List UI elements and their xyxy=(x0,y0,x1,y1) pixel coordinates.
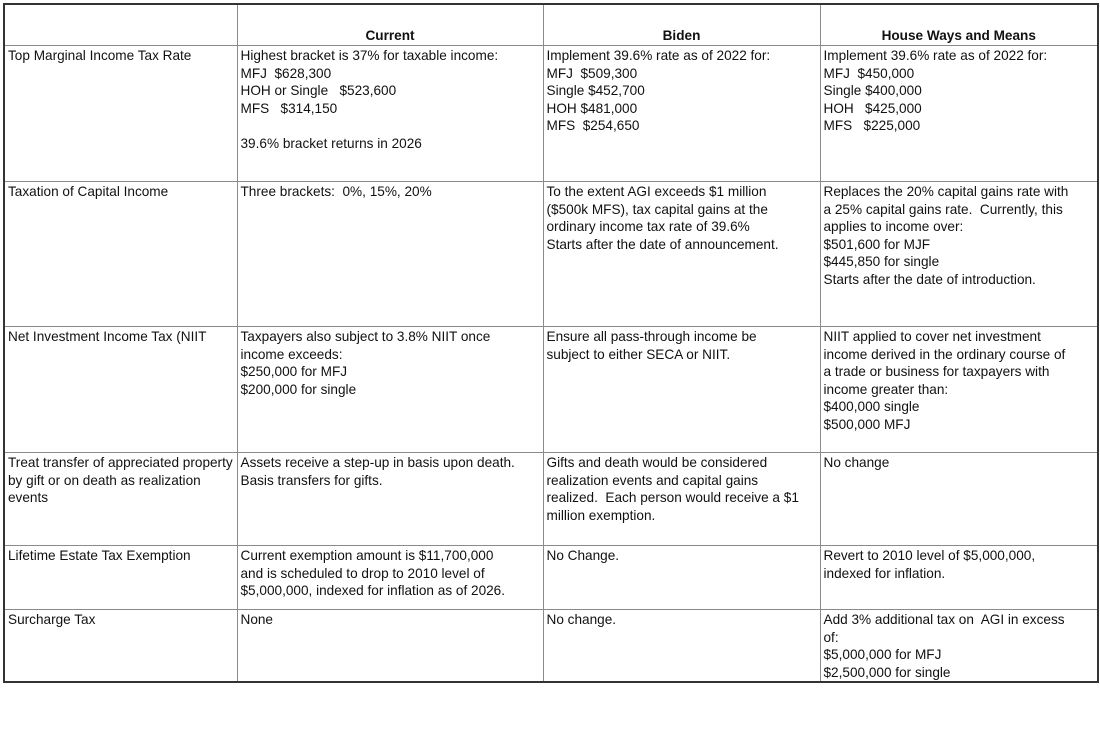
cell-biden xyxy=(543,453,820,546)
cell-line: applies to income over: xyxy=(823,219,964,234)
cell-line: million exemption. xyxy=(546,507,656,523)
cell-line: Implement 39.6% rate as of 2022 for: xyxy=(823,48,1048,63)
cell-line: realization events and capital gains xyxy=(546,472,759,488)
cell-line: subject to either SECA or NIIT. xyxy=(546,346,731,362)
cell-current xyxy=(237,182,543,327)
cell-line: MFS $254,650 xyxy=(546,118,640,133)
cell-line: $200,000 for single xyxy=(240,381,357,397)
cell-house xyxy=(820,546,1098,610)
cell-line: 39.6% bracket returns in 2026 xyxy=(240,135,422,151)
cell-line: No Change. xyxy=(546,548,620,563)
table-row xyxy=(4,546,1098,610)
cell-line: MFJ $450,000 xyxy=(823,65,915,81)
cell-line: and is scheduled to drop to 2010 level of xyxy=(240,565,485,581)
cell-line: $2,500,000 for single xyxy=(823,664,951,680)
cell-line: income derived in the ordinary course of xyxy=(823,346,1066,362)
cell-line: HOH $481,000 xyxy=(546,100,638,116)
cell-line: To the extent AGI exceeds $1 million xyxy=(546,184,767,199)
cell-line: income exceeds: xyxy=(240,346,343,362)
cell-line: Taxpayers also subject to 3.8% NIIT once xyxy=(240,329,491,344)
cell-line: Three brackets: 0%, 15%, 20% xyxy=(240,184,432,199)
tax-comparison-table xyxy=(3,3,1099,683)
header-row xyxy=(4,4,1098,46)
cell-line: Basis transfers for gifts. xyxy=(240,472,383,488)
cell-line: ordinary income tax rate of 39.6% xyxy=(546,219,750,234)
cell-line: HOH or Single $523,600 xyxy=(240,83,397,98)
cell-house xyxy=(820,182,1098,327)
cell-house xyxy=(820,327,1098,453)
row-label: Taxation of Capital Income xyxy=(4,182,237,327)
row-label: Treat transfer of appreciated property by gift or on death as realization events xyxy=(4,453,237,546)
cell-house xyxy=(820,453,1098,546)
cell-line: Ensure all pass-through income be xyxy=(546,329,757,344)
cell-line: $5,000,000, indexed for inflation as of 2026. xyxy=(240,583,506,598)
cell-line: MFS $314,150 xyxy=(240,100,338,116)
table-row xyxy=(4,453,1098,546)
cell-line: income greater than: xyxy=(823,381,949,397)
cell-line: NIIT applied to cover net investment xyxy=(823,329,1041,344)
cell-line: realized. Each person would receive a $1 xyxy=(546,490,799,505)
cell-line: indexed for inflation. xyxy=(823,565,946,581)
cell-line: MFJ $509,300 xyxy=(546,65,638,81)
cell-house xyxy=(820,610,1098,683)
header-house: House Ways and Means xyxy=(820,4,1098,46)
header-biden: Biden xyxy=(543,4,820,46)
cell-line: Current exemption amount is $11,700,000 xyxy=(240,548,494,563)
cell-line: No change. xyxy=(546,612,617,627)
cell-line: MFJ $628,300 xyxy=(240,65,332,81)
cell-line: Add 3% additional tax on AGI in excess xyxy=(823,612,1065,627)
cell-line: Implement 39.6% rate as of 2022 for: xyxy=(546,48,771,63)
cell-line: Replaces the 20% capital gains rate with xyxy=(823,184,1069,199)
cell-line: Highest bracket is 37% for taxable income: xyxy=(240,48,499,63)
row-label: Net Investment Income Tax (NIIT xyxy=(4,327,237,453)
cell-line: Single $400,000 xyxy=(823,83,922,98)
cell-line: of: xyxy=(823,629,839,645)
cell-current xyxy=(237,327,543,453)
cell-biden xyxy=(543,46,820,182)
cell-current xyxy=(237,546,543,610)
cell-line: $400,000 single xyxy=(823,399,920,414)
cell-biden xyxy=(543,327,820,453)
cell-line: Starts after the date of introduction. xyxy=(823,271,1036,287)
cell-line: None xyxy=(240,612,273,627)
cell-line: a 25% capital gains rate. Currently, this xyxy=(823,201,1063,217)
cell-line: a trade or business for taxpayers with xyxy=(823,364,1050,379)
cell-line: Gifts and death would be considered xyxy=(546,455,768,470)
cell-line: Revert to 2010 level of $5,000,000, xyxy=(823,548,1036,563)
cell-line: Assets receive a step-up in basis upon death. xyxy=(240,455,515,470)
cell-house xyxy=(820,46,1098,182)
row-label: Surcharge Tax xyxy=(4,610,237,683)
cell-line: Single $452,700 xyxy=(546,83,645,98)
cell-line: $501,600 for MJF xyxy=(823,236,931,252)
cell-current xyxy=(237,610,543,683)
cell-line: $5,000,000 for MFJ xyxy=(823,647,942,662)
cell-biden xyxy=(543,610,820,683)
cell-line: $445,850 for single xyxy=(823,254,940,269)
cell-line: $250,000 for MFJ xyxy=(240,364,348,379)
cell-biden xyxy=(543,182,820,327)
cell-current xyxy=(237,453,543,546)
table-row xyxy=(4,327,1098,453)
cell-line: $500,000 MFJ xyxy=(823,416,911,432)
cell-line: Starts after the date of announcement. xyxy=(546,236,779,252)
header-corner xyxy=(4,4,237,46)
cell-line: HOH $425,000 xyxy=(823,100,922,116)
cell-line: No change xyxy=(823,455,890,470)
header-current: Current xyxy=(237,4,543,46)
row-label: Top Marginal Income Tax Rate xyxy=(4,46,237,182)
blank-line xyxy=(241,117,540,135)
row-label: Lifetime Estate Tax Exemption xyxy=(4,546,237,610)
table-row xyxy=(4,46,1098,182)
cell-line: MFS $225,000 xyxy=(823,118,921,133)
cell-current xyxy=(237,46,543,182)
cell-line: ($500k MFS), tax capital gains at the xyxy=(546,201,768,217)
cell-biden xyxy=(543,546,820,610)
table-row xyxy=(4,182,1098,327)
table-row xyxy=(4,610,1098,683)
